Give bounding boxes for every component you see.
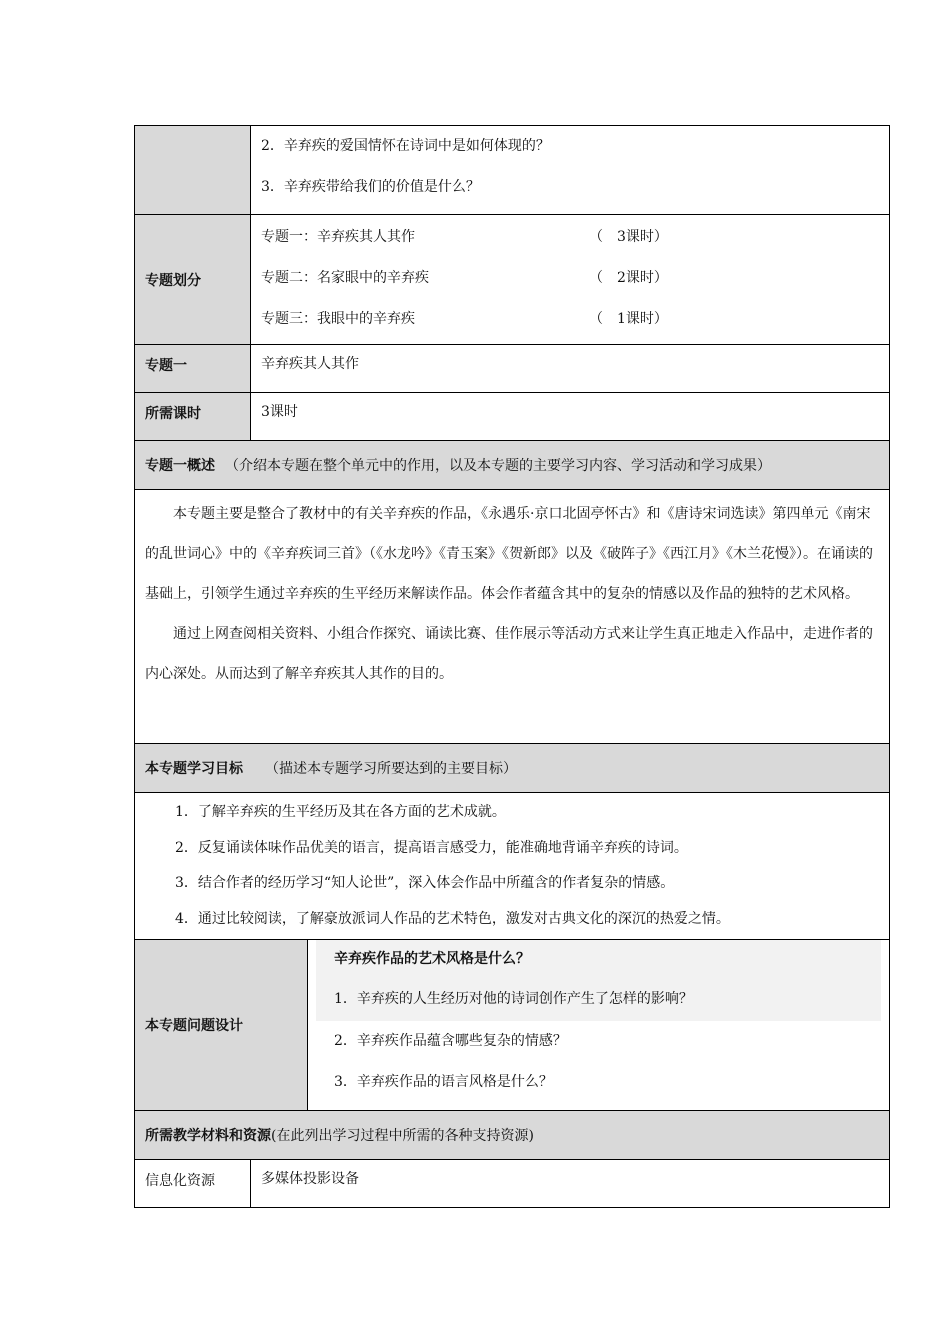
resources-hint: (在此列出学习过程中所需的各种支持资源) xyxy=(271,1128,534,1144)
intro-questions xyxy=(251,126,889,214)
goal-item: 4．通过比较阅读，了解豪放派词人作品的艺术特色，激发对古典文化的深沉的热爱之情。 xyxy=(175,910,730,927)
goal-item: 2．反复诵读体味作品优美的语言，提高语言感受力，能准确地背诵辛弃疾的诗词。 xyxy=(175,839,688,856)
topic-division-list xyxy=(251,215,889,344)
hours-row xyxy=(135,393,889,441)
blank-label-cell xyxy=(135,126,251,214)
topic-item xyxy=(261,299,889,340)
plan-table xyxy=(134,125,890,1208)
overview-paragraph: 本专题主要是整合了教材中的有关辛弃疾的作品，《永遇乐·京口北固亭怀古》和《唐诗宋词选读》第四单元《南宋的乱世词心》中的《辛弃疾词三首》（《水龙吟》《青玉案》《贺新郎》以及《破阵子》《西江月》《木兰花慢》）。在诵读的基础上，引领学生通过辛弃疾的生平经历来解读作品。体会作者蕴含其中的复杂的情感以及作品的独特的艺术风格。 xyxy=(145,506,873,602)
topic-item-title: 专题三：我眼中的辛弃疾 xyxy=(261,311,415,327)
question-design-row xyxy=(135,940,889,1111)
topic-item-hours: （ 1课时） xyxy=(589,311,668,327)
topic-item-title: 专题二：名家眼中的辛弃疾 xyxy=(261,270,429,286)
goal-item: 3．结合作者的经历学习“知人论世”，深入体会作品中所蕴含的作者复杂的情感。 xyxy=(175,875,675,891)
question-design-content xyxy=(308,940,889,1110)
goals-hint: （描述本专题学习所要达到的主要目标） xyxy=(265,761,517,777)
topic-division-row xyxy=(135,215,889,345)
goal-item: 1．了解辛弃疾的生平经历及其在各方面的艺术成就。 xyxy=(175,804,506,820)
topic-item xyxy=(261,258,889,299)
question-item: 2．辛弃疾作品蕴含哪些复杂的情感？ xyxy=(316,1021,881,1062)
intro-question-3: 3．辛弃疾带给我们的价值是什么？ xyxy=(261,179,480,195)
resources-header-row xyxy=(135,1111,889,1160)
main-question: 辛弃疾作品的艺术风格是什么？ xyxy=(316,940,881,978)
info-resources-label: 信息化资源 xyxy=(135,1160,251,1207)
overview-label: 专题一概述 xyxy=(145,458,215,474)
topic-one-row xyxy=(135,345,889,393)
question-item: 3．辛弃疾作品的语言风格是什么？ xyxy=(316,1062,881,1103)
overview-paragraph: 通过上网查阅相关资料、小组合作探究、诵读比赛、佳作展示等活动方式来让学生真正地走入作品中，走进作者的内心深处。从而达到了解辛弃疾其人其作的目的。 xyxy=(145,626,873,682)
goals-label: 本专题学习目标 xyxy=(145,761,243,777)
topic-one-label: 专题一 xyxy=(135,345,251,392)
resources-header xyxy=(135,1111,889,1159)
hours-label: 所需课时 xyxy=(135,393,251,440)
info-resources-value: 多媒体投影设备 xyxy=(261,1171,359,1187)
question-design-label: 本专题问题设计 xyxy=(135,940,308,1110)
overview-body-row xyxy=(135,490,889,744)
resources-label: 所需教学材料和资源 xyxy=(145,1128,271,1144)
topic-item xyxy=(261,217,889,258)
info-resources-row xyxy=(135,1160,889,1207)
topic-item-hours: （ 3课时） xyxy=(589,229,668,245)
topic-item-hours: （ 2课时） xyxy=(589,270,668,286)
goals-list xyxy=(135,793,889,939)
intro-questions-row xyxy=(135,126,889,215)
intro-question-2: 2．辛弃疾的爱国情怀在诗词中是如何体现的？ xyxy=(261,138,550,154)
question-item: 1．辛弃疾的人生经历对他的诗词创作产生了怎样的影响？ xyxy=(316,978,881,1021)
overview-header-row xyxy=(135,441,889,490)
goals-header-row xyxy=(135,744,889,793)
topic-item-title: 专题一：辛弃疾其人其作 xyxy=(261,229,415,245)
topic-one-value: 辛弃疾其人其作 xyxy=(261,356,359,372)
goals-header xyxy=(135,744,889,792)
goals-body-row xyxy=(135,793,889,940)
overview-header xyxy=(135,441,889,489)
overview-body xyxy=(135,490,889,694)
hours-value: 3课时 xyxy=(261,404,298,420)
topic-division-label: 专题划分 xyxy=(135,215,251,344)
overview-hint: （介绍本专题在整个单元中的作用，以及本专题的主要学习内容、学习活动和学习成果） xyxy=(225,458,771,474)
